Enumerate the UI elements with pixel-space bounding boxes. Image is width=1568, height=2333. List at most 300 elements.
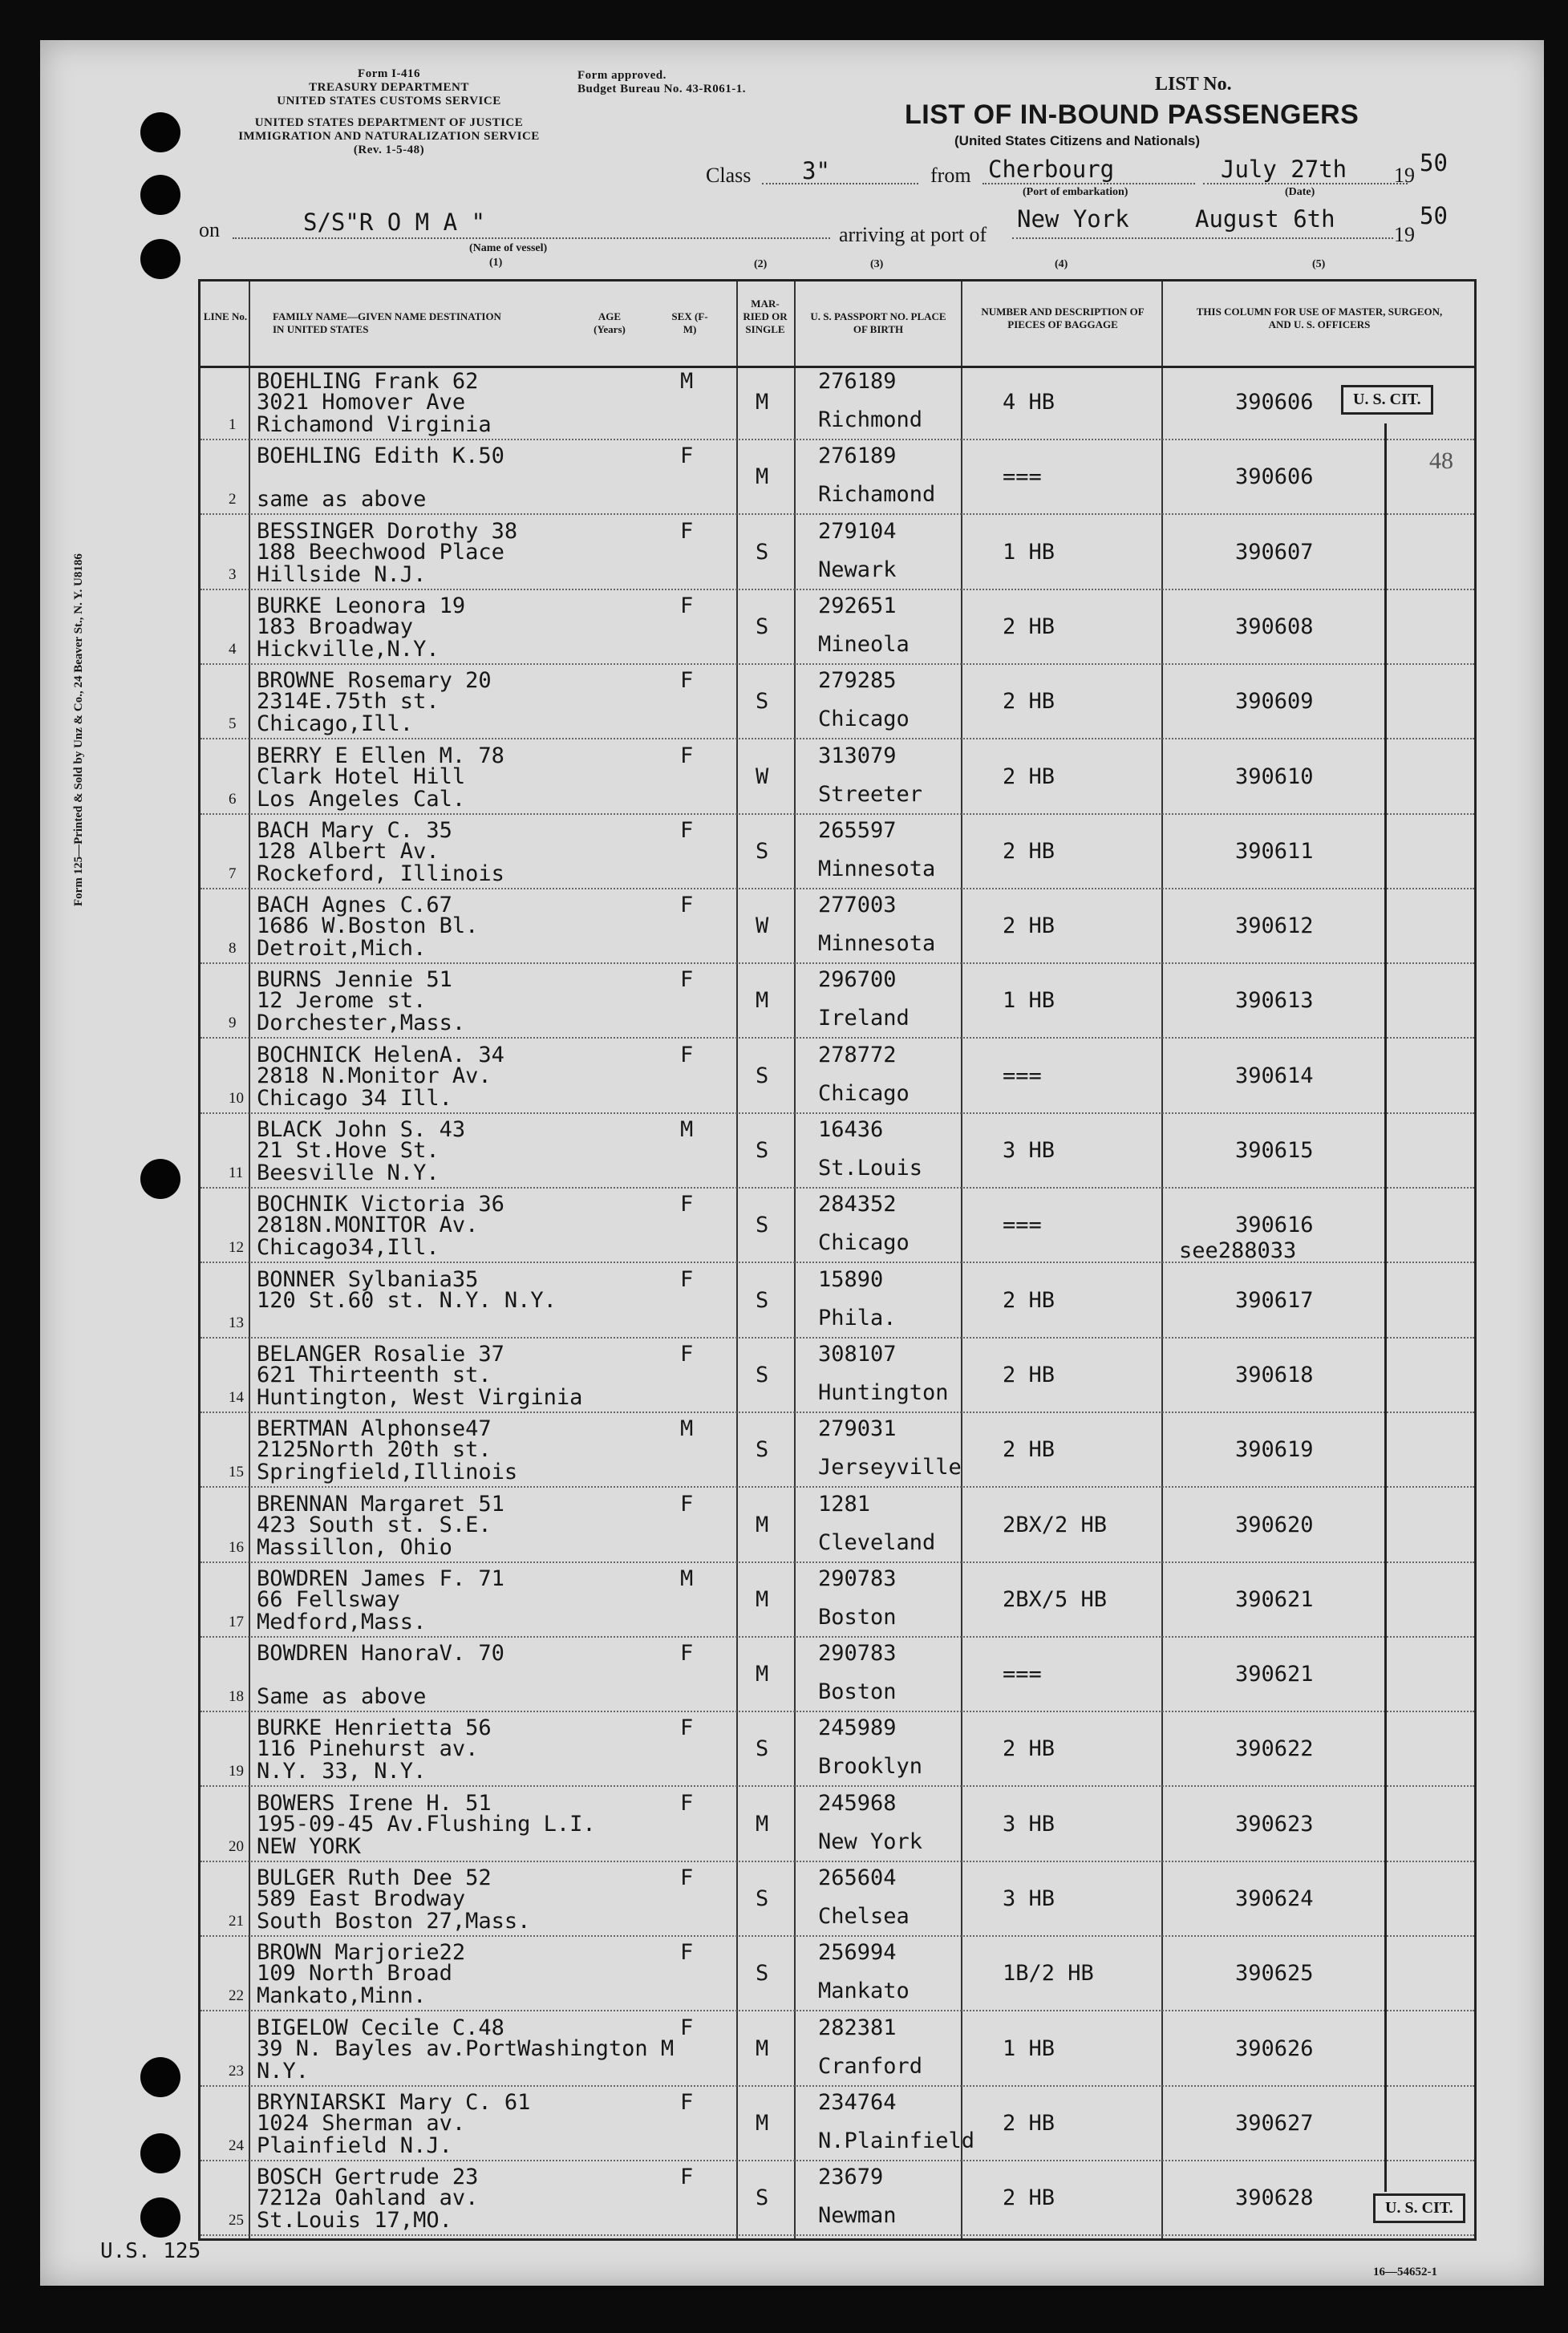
year-prefix: 19 <box>1394 164 1415 187</box>
address-line-1: 621 Thirteenth st. <box>257 1362 492 1387</box>
year-value: 50 <box>1420 149 1448 176</box>
table-row <box>201 1039 1474 1114</box>
address-line-2: Mankato,Minn. <box>257 1983 427 2009</box>
address-line-1: 188 Beechwood Place <box>257 539 504 565</box>
address-line-1: 66 Fellsway <box>257 1586 400 1612</box>
line-number: 18 <box>229 1688 244 1706</box>
address-line-1: 589 East Brodway <box>257 1886 466 1911</box>
marital-status: S <box>756 689 769 715</box>
line-number: 11 <box>229 1164 244 1181</box>
address-line-2: Medford,Mass. <box>257 1609 427 1634</box>
header-line-no: LINE No. <box>203 310 248 322</box>
place-of-birth: Streeter <box>818 781 923 807</box>
passenger-name-age: BRYNIARSKI Mary C. 61 <box>257 2089 531 2115</box>
line-number: 25 <box>229 2212 244 2230</box>
table-row <box>201 2161 1474 2236</box>
address-line-2: South Boston 27,Mass. <box>257 1909 531 1934</box>
passenger-name-age: BROWNE Rosemary 20 <box>257 668 492 694</box>
table-row <box>201 1788 1474 1862</box>
baggage-description: 2 HB <box>1003 763 1055 789</box>
place-of-birth: Jerseyville <box>818 1455 962 1480</box>
table-row <box>201 1937 1474 2011</box>
address-line-1: 7212a Oahland av. <box>257 2185 479 2211</box>
sex-value: M <box>680 1565 694 1591</box>
baggage-description: 2 HB <box>1003 614 1055 639</box>
place-of-birth: Minnesota <box>818 931 936 957</box>
place-of-birth: Cleveland <box>818 1529 936 1555</box>
sex-value: F <box>680 743 694 768</box>
sex-value: F <box>680 2165 694 2190</box>
column-number-5: (5) <box>1312 258 1326 270</box>
punch-hole <box>140 112 180 152</box>
line-number: 23 <box>229 2062 244 2080</box>
baggage-description: 2 HB <box>1003 2185 1055 2211</box>
passenger-name-age: BRENNAN Margaret 51 <box>257 1491 504 1517</box>
passenger-name-age: BURKE Leonora 19 <box>257 593 466 618</box>
header-officers-use: THIS COLUMN FOR USE OF MASTER, SURGEON, AND U. S. OFFICERS <box>1196 306 1443 330</box>
baggage-description: 1 HB <box>1003 2035 1055 2061</box>
passenger-name-age: BOEHLING Frank 62 <box>257 369 479 394</box>
officer-number: 390606 <box>1235 390 1314 415</box>
us-citizen-stamp-bottom: U. S. CIT. <box>1373 2193 1465 2223</box>
marital-status: M <box>756 464 769 490</box>
table-row <box>201 2087 1474 2161</box>
table-header <box>201 281 1474 368</box>
passport-number: 1281 <box>818 1491 871 1517</box>
line-number: 21 <box>229 1913 244 1930</box>
baggage-description: 3 HB <box>1003 1138 1055 1163</box>
marital-status: S <box>756 1063 769 1088</box>
printer-imprint: Form 125—Printed & Sold by Unz & Co., 24 Beaver St., N. Y. U8186 <box>72 553 85 906</box>
footer-form-number: U.S. 125 <box>100 2239 201 2263</box>
line-number: 3 <box>229 565 237 583</box>
form-approval <box>577 69 818 96</box>
line-number: 20 <box>229 1837 244 1855</box>
officer-number: 390627 <box>1235 2110 1314 2136</box>
officer-number: 390626 <box>1235 2035 1314 2061</box>
officer-number: 390616 <box>1235 1213 1314 1238</box>
passport-number: 277003 <box>818 893 897 918</box>
address-line-2: Detroit,Mich. <box>257 936 427 962</box>
baggage-description: 2 HB <box>1003 1287 1055 1313</box>
line-number: 16 <box>229 1538 244 1556</box>
table-row <box>201 1563 1474 1638</box>
table-row <box>201 1264 1474 1339</box>
place-of-birth: Phila. <box>818 1305 897 1331</box>
address-line-1: 2314E.75th st. <box>257 689 440 715</box>
table-row <box>201 1114 1474 1189</box>
sex-value: F <box>680 1865 694 1890</box>
sex-value: F <box>680 1491 694 1517</box>
passport-number: 265597 <box>818 817 897 843</box>
baggage-description: === <box>1003 464 1042 490</box>
marital-status: S <box>756 1213 769 1238</box>
table-row <box>201 1638 1474 1712</box>
passenger-name-age: BIGELOW Cecile C.48 <box>257 2015 504 2040</box>
header-baggage: NUMBER AND DESCRIPTION OF PIECES OF BAGGAGE <box>981 306 1145 330</box>
passport-number: 16436 <box>818 1117 884 1142</box>
officer-number: 390620 <box>1235 1512 1314 1537</box>
place-of-birth: Minnesota <box>818 856 936 881</box>
passenger-name-age: BACH Mary C. 35 <box>257 817 452 843</box>
table-row <box>201 366 1474 440</box>
address-line-2: Chicago,Ill. <box>257 711 414 737</box>
place-of-birth: Richamond <box>818 482 936 508</box>
passport-number: 282381 <box>818 2015 897 2040</box>
address-line-2: Massillon, Ohio <box>257 1534 452 1560</box>
us-citizen-stamp: U. S. CIT. <box>1341 385 1433 415</box>
officer-number: 390617 <box>1235 1287 1314 1313</box>
place-of-birth: Brooklyn <box>818 1754 923 1780</box>
sex-value: F <box>680 1192 694 1217</box>
place-of-birth: N.Plainfield <box>818 2128 975 2153</box>
header-sex: SEX (F-M) <box>671 310 708 335</box>
passenger-name-age: BULGER Ruth Dee 52 <box>257 1865 492 1890</box>
passport-number: 278772 <box>818 1042 897 1067</box>
marital-status: S <box>756 1736 769 1762</box>
address-line-2: Beesville N.Y. <box>257 1160 440 1185</box>
place-of-birth: Ireland <box>818 1006 910 1031</box>
baggage-description: 2BX/2 HB <box>1003 1512 1108 1537</box>
officer-number: 390618 <box>1235 1362 1314 1387</box>
baggage-description: 2 HB <box>1003 1362 1055 1387</box>
address-line-1: 21 St.Hove St. <box>257 1138 440 1163</box>
line-number: 4 <box>229 640 237 658</box>
marital-status: S <box>756 1287 769 1313</box>
line-number: 17 <box>229 1613 244 1630</box>
line-number: 10 <box>229 1089 244 1107</box>
address-line-1: 1686 W.Boston Bl. <box>257 913 479 939</box>
footer-print-code: 16—54652-1 <box>1373 2266 1437 2278</box>
sex-value: F <box>680 1940 694 1966</box>
address-line-2: Plainfield N.J. <box>257 2133 452 2158</box>
address-line-2: Hillside N.J. <box>257 561 427 587</box>
address-line-2: same as above <box>257 487 427 512</box>
address-line-2: St.Louis 17,MO. <box>257 2208 452 2234</box>
marital-status: S <box>756 1362 769 1387</box>
table-row <box>201 889 1474 964</box>
officer-number: 390624 <box>1235 1886 1314 1911</box>
place-of-birth: Chicago <box>818 1080 910 1106</box>
officer-number: 390622 <box>1235 1736 1314 1762</box>
table-row <box>201 1339 1474 1413</box>
place-of-birth: Chicago <box>818 707 910 732</box>
vessel-name-value: S/S"R O M A " <box>303 209 485 236</box>
sex-value: F <box>680 817 694 843</box>
officer-number: 390609 <box>1235 689 1314 715</box>
place-of-birth: Boston <box>818 1604 897 1630</box>
on-label: on <box>199 218 220 241</box>
punch-hole <box>140 239 180 279</box>
passenger-name-age: BACH Agnes C.67 <box>257 893 452 918</box>
marital-status: M <box>756 1662 769 1687</box>
baggage-description: === <box>1003 1662 1042 1687</box>
embarkation-port-value: Cherbourg <box>988 156 1115 183</box>
passenger-name-age: BOWDREN HanoraV. 70 <box>257 1641 504 1667</box>
place-of-birth: Boston <box>818 1679 897 1705</box>
bracket-line <box>1384 423 1387 2192</box>
sex-value: F <box>680 967 694 993</box>
passport-number: 292651 <box>818 593 897 618</box>
row-separator <box>201 2234 1474 2236</box>
address-line-2: Los Angeles Cal. <box>257 786 466 812</box>
line-number: 1 <box>229 416 237 433</box>
baggage-description: 1 HB <box>1003 988 1055 1014</box>
line-number: 22 <box>229 1987 244 2005</box>
address-line-2: Same as above <box>257 1684 427 1710</box>
passport-number: 234764 <box>818 2089 897 2115</box>
line-number: 8 <box>229 940 237 958</box>
place-of-birth: Newark <box>818 557 897 582</box>
sex-value: F <box>680 1715 694 1741</box>
from-fill-line <box>983 183 1195 184</box>
marital-status: S <box>756 1886 769 1911</box>
embarkation-date-value: July 27th <box>1221 156 1347 183</box>
address-line-1: 2818N.MONITOR Av. <box>257 1213 479 1238</box>
vessel-caption: (Name of vessel) <box>469 242 548 254</box>
marital-status: M <box>756 390 769 415</box>
treasury-department: TREASURY DEPARTMENT <box>309 81 469 94</box>
address-line-1: 128 Albert Av. <box>257 838 440 864</box>
officer-number: 390623 <box>1235 1811 1314 1837</box>
marital-status: S <box>756 1437 769 1463</box>
baggage-description: 2 HB <box>1003 913 1055 939</box>
address-line-1: 120 St.60 st. N.Y. N.Y. <box>257 1287 557 1313</box>
line-number: 2 <box>229 491 237 508</box>
address-line-2: Rockeford, Illinois <box>257 861 504 886</box>
passenger-name-age: BOEHLING Edith K.50 <box>257 444 504 469</box>
officer-number: 390621 <box>1235 1586 1314 1612</box>
passenger-name-age: BONNER Sylbania35 <box>257 1266 479 1292</box>
place-of-birth: Chicago <box>818 1230 910 1256</box>
officer-number: 390607 <box>1235 539 1314 565</box>
address-line-2: Chicago 34 Ill. <box>257 1085 452 1111</box>
passport-number: 276189 <box>818 444 897 469</box>
marital-status: M <box>756 988 769 1014</box>
officer-number: 390610 <box>1235 763 1314 789</box>
sex-value: F <box>680 1266 694 1292</box>
passenger-name-age: BROWN Marjorie22 <box>257 1940 466 1966</box>
baggage-description: 2 HB <box>1003 2110 1055 2136</box>
baggage-description: 3 HB <box>1003 1811 1055 1837</box>
column-number-4: (4) <box>1055 258 1068 270</box>
place-of-birth: Chelsea <box>818 1904 910 1929</box>
baggage-description: 2 HB <box>1003 689 1055 715</box>
from-label: from <box>930 164 971 187</box>
passport-number: 245989 <box>818 1715 897 1741</box>
officer-number: 390608 <box>1235 614 1314 639</box>
baggage-description: === <box>1003 1213 1042 1238</box>
form-number: Form I-416 <box>358 67 420 80</box>
justice-department: UNITED STATES DEPARTMENT OF JUSTICE <box>254 116 524 129</box>
line-number: 24 <box>229 2137 244 2154</box>
marital-status: M <box>756 1586 769 1612</box>
table-row <box>201 1712 1474 1787</box>
address-line-2: NEW YORK <box>257 1833 362 1859</box>
page-mark-48: 48 <box>1429 448 1453 474</box>
class-label: Class <box>706 164 752 187</box>
passport-number: 245968 <box>818 1790 897 1816</box>
baggage-description: === <box>1003 1063 1042 1088</box>
officer-number: 390625 <box>1235 1961 1314 1987</box>
punch-hole <box>140 1159 180 1199</box>
budget-bureau-number: Budget Bureau No. 43-R061-1. <box>577 83 746 95</box>
address-line-1: 39 N. Bayles av.PortWashington M <box>257 2035 675 2061</box>
page-subtitle: (United States Citizens and Nationals) <box>954 133 1201 148</box>
address-line-1: 183 Broadway <box>257 614 414 639</box>
line-number: 9 <box>229 1015 237 1032</box>
header-name-destination: FAMILY NAME—GIVEN NAME DESTINATION IN UNITED STATES <box>273 310 501 335</box>
marital-status: S <box>756 614 769 639</box>
address-line-1: 423 South st. S.E. <box>257 1512 492 1537</box>
place-of-birth: Mankato <box>818 1979 910 2004</box>
form-approved-label: Form approved. <box>577 69 667 82</box>
line-number: 6 <box>229 790 237 808</box>
table-row <box>201 1189 1474 1263</box>
class-fill-line <box>762 183 918 184</box>
sex-value: F <box>680 2089 694 2115</box>
date-fill-line <box>1203 183 1408 184</box>
punch-hole <box>140 175 180 215</box>
address-line-2: Richamond Virginia <box>257 412 492 437</box>
sex-value: F <box>680 1790 694 1816</box>
passport-number: 265604 <box>818 1865 897 1890</box>
punch-hole <box>140 2197 180 2238</box>
revision: (Rev. 1-5-48) <box>353 144 425 156</box>
line-number: 12 <box>229 1239 244 1257</box>
arrival-date-value: August 6th <box>1195 205 1335 233</box>
sex-value: F <box>680 1042 694 1067</box>
port-caption: (Port of embarkation) <box>1023 186 1128 198</box>
header-age: AGE (Years) <box>594 310 626 335</box>
baggage-description: 4 HB <box>1003 390 1055 415</box>
passenger-name-age: BERRY E Ellen M. 78 <box>257 743 504 768</box>
officer-note: see288033 <box>1179 1238 1297 1264</box>
address-line-2: Chicago34,Ill. <box>257 1235 440 1261</box>
arrival-fill-line <box>1012 237 1393 239</box>
line-number: 19 <box>229 1763 244 1780</box>
table-row <box>201 440 1474 515</box>
passport-number: 308107 <box>818 1341 897 1367</box>
marital-status: M <box>756 2110 769 2136</box>
line-number: 15 <box>229 1464 244 1481</box>
sex-value: F <box>680 2015 694 2040</box>
passport-number: 279031 <box>818 1416 897 1442</box>
passenger-name-age: BOSCH Gertrude 23 <box>257 2165 479 2190</box>
baggage-description: 1 HB <box>1003 539 1055 565</box>
table-row <box>201 665 1474 739</box>
address-line-2: Hickville,N.Y. <box>257 636 440 662</box>
sex-value: M <box>680 1416 694 1442</box>
address-line-2: N.Y. 33, N.Y. <box>257 1759 427 1784</box>
passenger-table <box>198 279 1477 2241</box>
passport-number: 284352 <box>818 1192 897 1217</box>
baggage-description: 2 HB <box>1003 838 1055 864</box>
sex-value: F <box>680 1641 694 1667</box>
place-of-birth: St.Louis <box>818 1156 923 1181</box>
table-row <box>201 815 1474 889</box>
marital-status: S <box>756 539 769 565</box>
officer-number: 390615 <box>1235 1138 1314 1163</box>
place-of-birth: Cranford <box>818 2053 923 2079</box>
place-of-birth: New York <box>818 1829 923 1854</box>
marital-status: M <box>756 1811 769 1837</box>
address-line-1: 2125North 20th st. <box>257 1437 492 1463</box>
address-line-2: Springfield,Illinois <box>257 1460 518 1485</box>
table-row <box>201 516 1474 590</box>
vessel-fill-line <box>233 237 830 239</box>
passenger-name-age: BESSINGER Dorothy 38 <box>257 518 518 544</box>
address-line-1: 2818 N.Monitor Av. <box>257 1063 492 1088</box>
officer-number: 390612 <box>1235 913 1314 939</box>
passenger-name-age: BOWDREN James F. 71 <box>257 1565 504 1591</box>
page-title: LIST OF IN-BOUND PASSENGERS <box>905 99 1359 130</box>
passport-number: 279104 <box>818 518 897 544</box>
sex-value: F <box>680 518 694 544</box>
passport-number: 290783 <box>818 1641 897 1667</box>
arrival-year-prefix: 19 <box>1394 223 1415 246</box>
header-passport-birthplace: U. S. PASSPORT NO. PLACE OF BIRTH <box>810 310 946 335</box>
punch-hole <box>140 2057 180 2097</box>
passenger-name-age: BERTMAN Alphonse47 <box>257 1416 492 1442</box>
date-caption: (Date) <box>1285 186 1315 198</box>
passenger-name-age: BLACK John S. 43 <box>257 1117 466 1142</box>
line-number: 14 <box>229 1388 244 1406</box>
table-row <box>201 964 1474 1039</box>
marital-status: M <box>756 1512 769 1537</box>
address-line-2: Huntington, West Virginia <box>257 1384 583 1410</box>
sex-value: F <box>680 593 694 618</box>
column-number-2: (2) <box>754 258 768 270</box>
line-number: 13 <box>229 1314 244 1331</box>
passport-number: 296700 <box>818 967 897 993</box>
marital-status: W <box>756 913 769 939</box>
officer-number: 390628 <box>1235 2185 1314 2211</box>
baggage-description: 2 HB <box>1003 1437 1055 1463</box>
place-of-birth: Huntington <box>818 1379 949 1405</box>
marital-status: W <box>756 763 769 789</box>
immigration-service: IMMIGRATION AND NATURALIZATION SERVICE <box>238 130 540 143</box>
marital-status: S <box>756 2185 769 2211</box>
address-line-1: 116 Pinehurst av. <box>257 1736 479 1762</box>
punch-hole <box>140 2133 180 2173</box>
address-line-1: 12 Jerome st. <box>257 988 427 1014</box>
address-line-2: Dorchester,Mass. <box>257 1011 466 1036</box>
arrival-port-value: New York <box>1017 205 1129 233</box>
baggage-description: 1B/2 HB <box>1003 1961 1094 1987</box>
sex-value: M <box>680 1117 694 1142</box>
address-line-1: Clark Hotel Hill <box>257 763 466 789</box>
form-header-left <box>233 67 545 157</box>
marital-status: S <box>756 1138 769 1163</box>
place-of-birth: Richmond <box>818 407 923 432</box>
table-row <box>201 1489 1474 1563</box>
passport-number: 23679 <box>818 2165 884 2190</box>
officer-number: 390621 <box>1235 1662 1314 1687</box>
passport-number: 256994 <box>818 1940 897 1966</box>
passenger-name-age: BOWERS Irene H. 51 <box>257 1790 492 1816</box>
table-row <box>201 2012 1474 2087</box>
address-line-1: 195-09-45 Av.Flushing L.I. <box>257 1811 596 1837</box>
list-number-label: LIST No. <box>1155 74 1232 95</box>
arrival-year-value: 50 <box>1420 202 1448 229</box>
officer-number: 390611 <box>1235 838 1314 864</box>
sex-value: F <box>680 444 694 469</box>
sex-value: F <box>680 893 694 918</box>
address-line-1: 109 North Broad <box>257 1961 452 1987</box>
customs-service: UNITED STATES CUSTOMS SERVICE <box>277 95 501 107</box>
class-value: 3" <box>802 157 830 184</box>
